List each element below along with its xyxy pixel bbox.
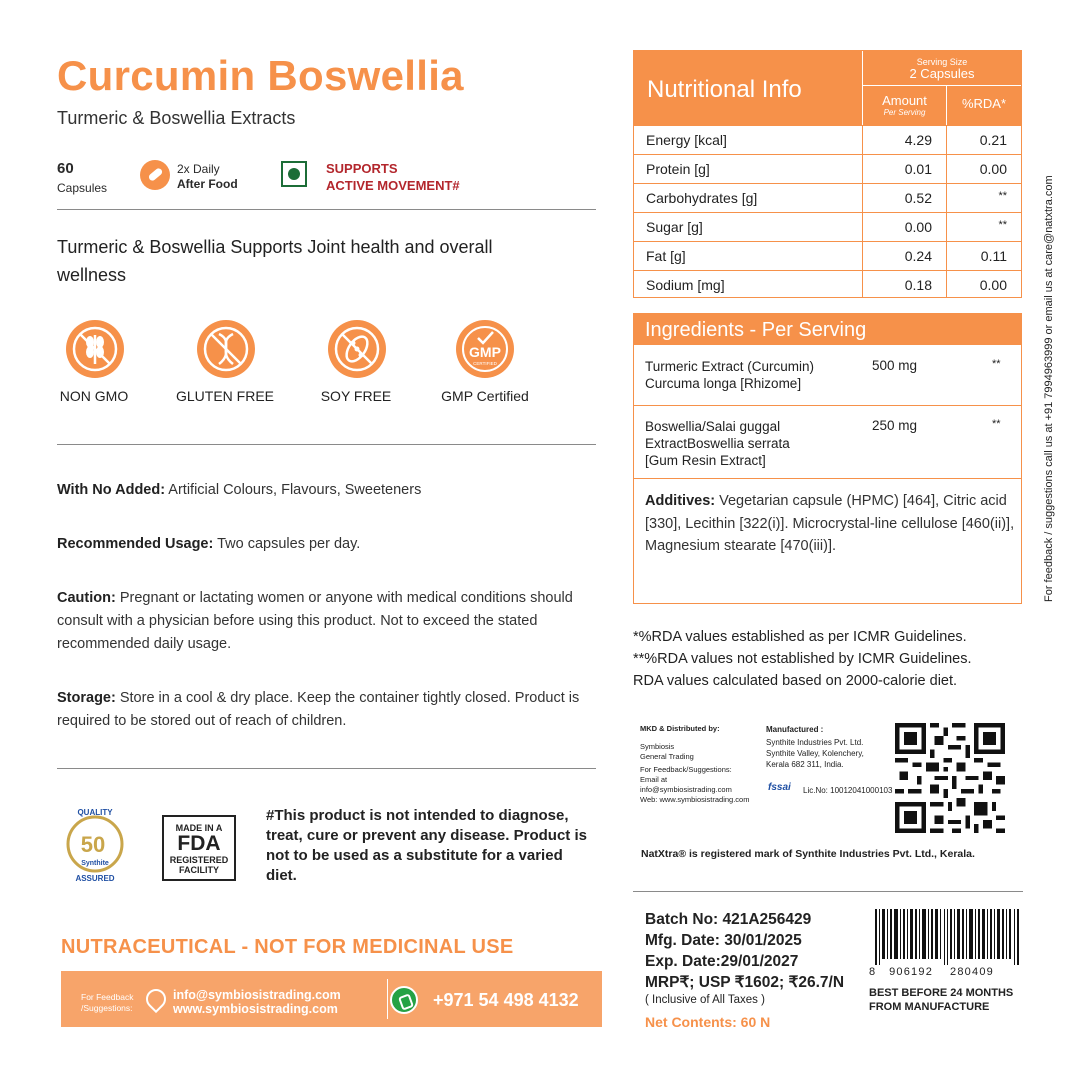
nutraceutical-label: NUTRACEUTICAL - NOT FOR MEDICINAL USE [61,936,514,958]
contact-email[interactable]: info@symbiosistrading.com [173,988,341,1002]
fda-registered-badge [162,815,236,881]
ingredient-amount: 500 mg [872,358,918,373]
fda-line-3a: REGISTERED [169,855,229,865]
amount-header: Amount Per Serving [862,86,946,125]
soy-free-icon [326,318,388,380]
contact-bar [61,971,602,1027]
rda-note: **%RDA values not established by ICMR Guidelines. [633,651,972,667]
nutrition-title: Nutritional Info [647,76,802,103]
fssai-logo: fssai [768,782,791,793]
divider [387,979,388,1019]
capsule-unit: Capsules [57,181,108,195]
nutrition-table [633,50,1022,298]
non-gmo-icon [64,318,126,380]
divider [633,891,1023,892]
rda-header: %RDA* [946,86,1021,125]
manufacturer-info: Manufactured : Synthite Industries Pvt. Ltd. Synthite Valley, Kolenchery, Kerala 682 311, India. [766,725,864,769]
badge-label-non-gmo: NON GMO [59,388,129,404]
fda-line-2: FDA [177,832,221,855]
whatsapp-icon [390,986,418,1014]
divider [57,768,596,769]
batch-info [645,909,844,993]
batch-number: Batch No: 421A256429 [645,911,812,928]
ingredients-table [633,313,1022,604]
disclaimer: #This product is not intended to diagnose, treat, cure or prevent any disease. Product is not to be used as a substitute for a varied diet. [266,807,587,884]
badge-label-soy-free: SOY FREE [320,388,392,404]
barcode [875,909,1020,965]
product-claim: Turmeric & Boswellia Supports Joint health and overall wellness [57,237,493,285]
table-row: Sodium [mg] 0.18 0.00 [634,270,1021,297]
gmp-icon-subtext: CERTIFIED [473,361,497,366]
table-row: Fat [g] 0.24 0.11 [634,241,1021,270]
caution-text: Caution: Pregnant or lactating women or anyone with medical conditions should consult with a physician before using this product. Not to exceed the stated recommended daily usage. [57,590,573,652]
product-title: Curcumin Boswellia [57,52,464,99]
gmp-certified-icon [454,318,516,380]
ingredient-amount: 250 mg [872,418,918,433]
divider [57,209,596,210]
badge-label-gmp: GMP Certified [441,388,529,404]
rda-note: RDA values calculated based on 2000-calorie diet. [633,673,958,689]
dosage-timing: After Food [177,177,238,191]
mrp: MRP₹; USP ₹1602; ₹26.7/N [645,974,845,991]
contact-website[interactable]: www.symbiosistrading.com [173,1002,338,1016]
support-line-1: SUPPORTS [326,161,398,176]
vegetarian-mark-icon [281,161,307,187]
nutrition-header [634,51,1021,125]
capsule-icon [140,160,170,190]
net-contents: Net Contents: 60 N [645,1014,771,1030]
table-row: Carbohydrates [g] 0.52 ** [634,183,1021,212]
contact-phone[interactable]: +971 54 498 4132 [433,990,579,1010]
serving-size-cell: Serving Size 2 Capsules [862,51,1021,86]
gluten-free-icon [195,318,257,380]
table-row: Energy [kcal] 4.29 0.21 [634,125,1021,154]
no-added-text: With No Added: Artificial Colours, Flavours, Sweeteners [57,482,422,498]
ingredient-rda: ** [992,358,1001,370]
storage-text: Storage: Store in a cool & dry place. Keep the container tightly closed. Product is required to be stored out of reach of children. [57,690,580,729]
table-row: Sugar [g] 0.00 ** [634,212,1021,241]
recommended-usage-text: Recommended Usage: Two capsules per day. [57,536,361,552]
rda-notes [633,626,972,692]
ingredient-rda: ** [992,418,1001,430]
ingredients-title: Ingredients - Per Serving [634,314,1021,345]
quality-top-text: QUALITY [77,808,113,817]
table-row: Protein [g] 0.01 0.00 [634,154,1021,183]
license-number: Lic.No: 10012041000103 [803,786,893,795]
rda-note: *%RDA values established as per ICMR Guidelines. [633,629,967,645]
mfg-date: Mfg. Date: 30/01/2025 [645,932,802,949]
tax-note: ( Inclusive of All Taxes ) [645,994,765,1006]
feedback-label: For Feedback /Suggestions: [81,992,134,1013]
divider [57,444,596,445]
divider [634,478,1021,479]
additives-text: Additives: Vegetarian capsule (HPMC) [464], Citric acid [330], Lecithin [322(i)]. Microcrystal-line cellulose [460(ii)], Magnesium stearate [470(iii)]. [645,493,1015,554]
capsule-count: 60 [57,160,74,177]
barcode-number: 8 906192 280409 [869,966,994,978]
location-pin-icon [142,985,170,1013]
support-line-2: ACTIVE MOVEMENT# [326,178,460,193]
exp-date: Exp. Date:29/01/2027 [645,953,799,970]
fda-line-1: MADE IN A [175,823,223,833]
quality-brand: Synthite [81,860,109,867]
quality-number: 50 [80,832,106,857]
support-claim [326,160,460,194]
side-feedback-note: For feedback / suggestions call us at +91 7994963999 or email us at care@natxtra.com [1043,175,1055,602]
best-before: BEST BEFORE 24 MONTHS FROM MANUFACTURE [869,987,1014,1013]
quality-bottom-text: ASSURED [75,874,115,883]
ingredient-name: Boswellia/Salai guggal ExtractBoswellia serrata [Gum Resin Extract] [645,419,790,468]
product-subtitle: Turmeric & Boswellia Extracts [57,108,296,128]
fda-line-3b: FACILITY [179,865,219,875]
quality-assured-seal-icon [58,805,132,883]
ingredient-name: Turmeric Extract (Curcumin) Curcuma longa [Rhizome] [645,359,815,391]
dosage-frequency: 2x Daily [177,162,220,176]
gmp-icon-text: GMP [469,344,501,360]
divider [634,405,1021,406]
qr-code[interactable] [895,723,1005,833]
badge-label-gluten-free: GLUTEN FREE [175,388,274,404]
trademark-notice: NatXtra® is registered mark of Synthite Industries Pvt. Ltd., Kerala. [641,848,975,860]
distributor-info: MKD & Distributed by: Symbiosis General Trading For Feedback/Suggestions: Email at info@symbiosistrading.com Web: www.symbiosistrading.com [640,724,750,804]
